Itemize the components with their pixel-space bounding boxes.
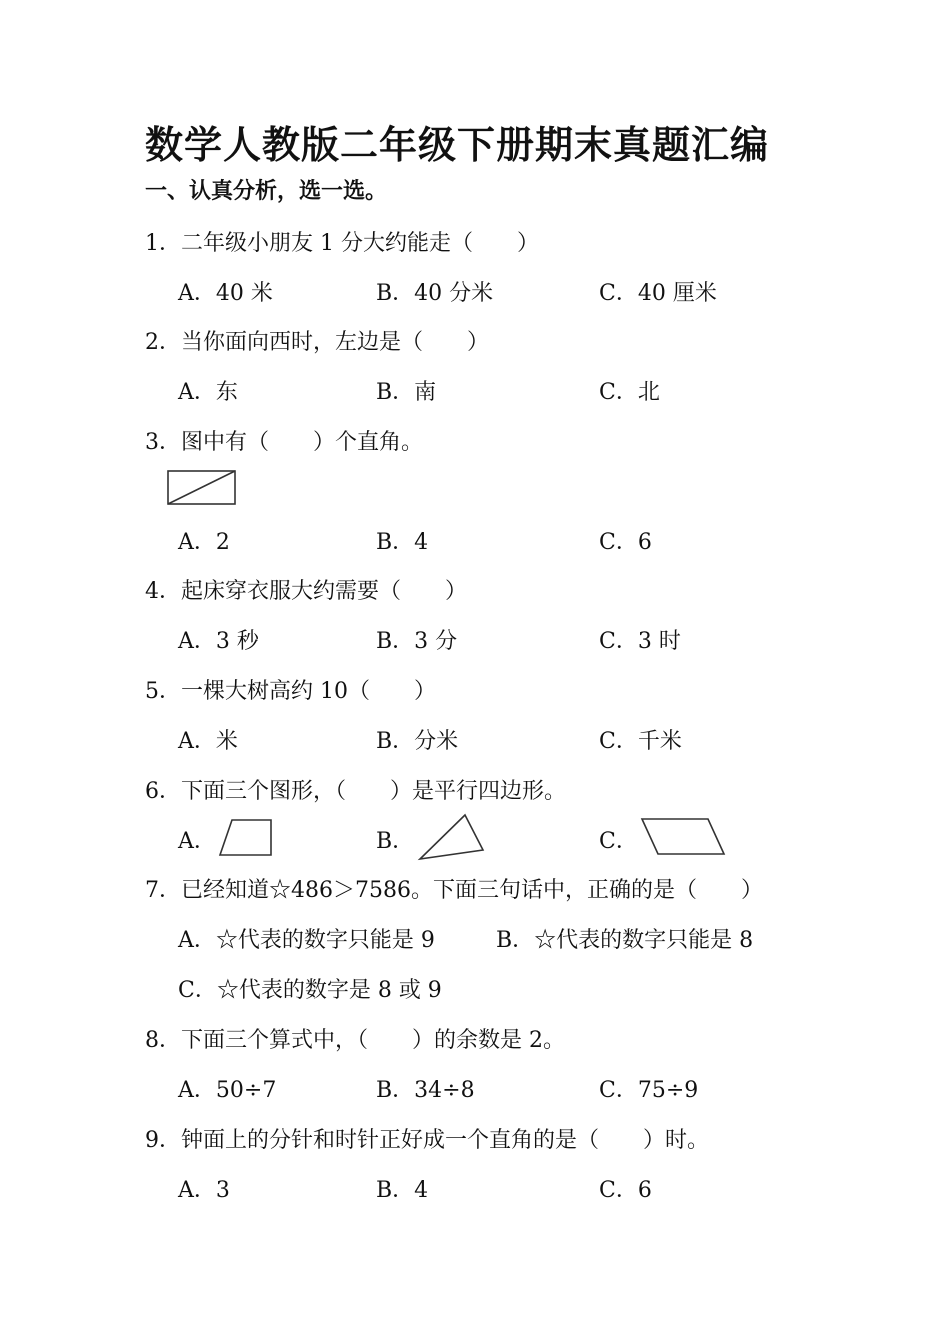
- q6-option-a[interactable]: A．: [178, 829, 216, 854]
- question-8: 8．下面三个算式中，（ ）的余数是 2。: [145, 1028, 565, 1053]
- q9-option-a[interactable]: A．3: [178, 1178, 230, 1203]
- q5-option-b[interactable]: B．分米: [376, 729, 459, 754]
- q9-option-b[interactable]: B．4: [376, 1178, 429, 1203]
- question-1: 1．二年级小朋友 1 分大约能走（ ）: [145, 231, 539, 256]
- q2-option-c[interactable]: C．北: [599, 380, 660, 405]
- rectangle-diagonal-figure: [166, 468, 238, 508]
- page-title: 数学人教版二年级下册期末真题汇编: [145, 123, 770, 167]
- q4-option-c[interactable]: C．3 时: [599, 629, 681, 654]
- parallelogram-figure: [640, 816, 726, 858]
- q6-option-b[interactable]: B．: [376, 829, 415, 854]
- question-5: 5．一棵大树高约 10（ ）: [145, 679, 436, 704]
- q5-option-c[interactable]: C．千米: [599, 729, 682, 754]
- q3-option-b[interactable]: B．4: [376, 530, 429, 555]
- trapezoid-figure: [218, 817, 274, 857]
- q2-option-a[interactable]: A．东: [178, 380, 238, 405]
- q5-option-a[interactable]: A．米: [178, 729, 238, 754]
- question-9: 9．钟面上的分针和时针正好成一个直角的是（ ）时。: [145, 1128, 709, 1153]
- q7-option-c[interactable]: C．☆代表的数字是 8 或 9: [178, 978, 442, 1003]
- q9-option-c[interactable]: C．6: [599, 1178, 652, 1203]
- section-heading: 一、认真分析，选一选。: [145, 179, 388, 204]
- q2-option-b[interactable]: B．南: [376, 380, 437, 405]
- q1-option-a[interactable]: A．40 米: [178, 281, 273, 306]
- question-2: 2．当你面向西时，左边是（ ）: [145, 330, 489, 355]
- q3-option-c[interactable]: C．6: [599, 530, 652, 555]
- question-7: 7．已经知道☆486＞7586。下面三句话中，正确的是（ ）: [145, 878, 763, 903]
- q4-option-b[interactable]: B．3 分: [376, 629, 458, 654]
- question-4: 4．起床穿衣服大约需要（ ）: [145, 579, 467, 604]
- question-6: 6．下面三个图形，（ ）是平行四边形。: [145, 779, 566, 804]
- q1-option-c[interactable]: C．40 厘米: [599, 281, 717, 306]
- q8-option-c[interactable]: C．75÷9: [599, 1078, 699, 1103]
- q4-option-a[interactable]: A．3 秒: [178, 629, 259, 654]
- q3-option-a[interactable]: A．2: [178, 530, 230, 555]
- q8-option-b[interactable]: B．34÷8: [376, 1078, 475, 1103]
- q7-option-a[interactable]: A．☆代表的数字只能是 9: [178, 928, 435, 953]
- q7-option-b[interactable]: B．☆代表的数字只能是 8: [496, 928, 754, 953]
- triangle-figure: [417, 812, 485, 862]
- q6-option-c[interactable]: C．: [599, 829, 638, 854]
- question-3: 3．图中有（ ）个直角。: [145, 430, 423, 455]
- q8-option-a[interactable]: A．50÷7: [178, 1078, 277, 1103]
- q1-option-b[interactable]: B．40 分米: [376, 281, 494, 306]
